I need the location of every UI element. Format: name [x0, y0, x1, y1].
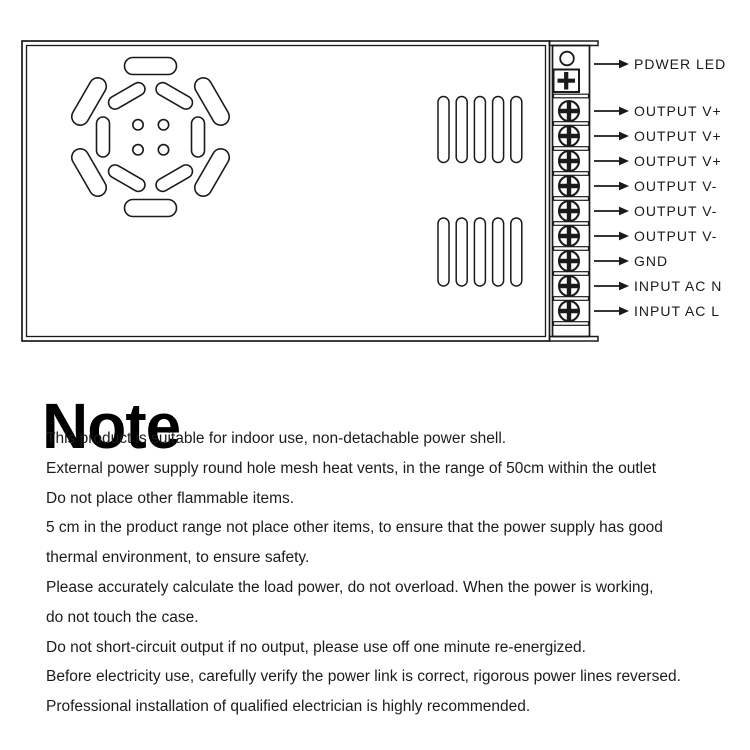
note-line: 5 cm in the product range not place other items, to ensure that the power supply has good [46, 519, 663, 537]
note-text-block [46, 424, 726, 722]
right-arrow-icon [594, 132, 629, 141]
terminal-label-power-led: PDWER LED [634, 56, 727, 72]
screw-terminal-icon [559, 251, 579, 271]
right-arrow-icon [594, 107, 629, 116]
terminal-label-output-vminus-1: OUTPUT V- [634, 178, 718, 194]
right-arrow-icon [594, 232, 629, 241]
note-line: Please accurately calculate the load power, do not overload. When the power is working, [46, 578, 654, 596]
led-indicator-icon [554, 52, 580, 92]
note-line: do not touch the case. [46, 608, 199, 626]
terminal-label-output-vplus-1: OUTPUT V+ [634, 103, 722, 119]
note-line: This product is suitable for indoor use, non-detachable power shell. [46, 430, 507, 447]
terminal-label-input-ac-n: INPUT AC N [634, 278, 723, 294]
screw-terminal-icon [559, 126, 579, 146]
vent-slots-top [438, 97, 522, 163]
note-line: External power supply round hole mesh heat vents, in the range of 50cm within the outlet [46, 459, 657, 477]
terminal-label-input-ac-l: INPUT AC L [634, 303, 720, 319]
note-line: Do not place other flammable items. [46, 489, 295, 507]
screw-terminal-icon [559, 226, 579, 246]
note-line: thermal environment, to ensure safety. [46, 549, 310, 567]
right-arrow-icon [594, 257, 629, 266]
screw-terminal-icon [559, 201, 579, 221]
right-arrow-icon [594, 60, 629, 69]
terminal-label-output-vminus-2: OUTPUT V- [634, 203, 718, 219]
note-line: Professional installation of qualified electrician is highly recommended. [46, 698, 531, 716]
screw-terminal-icon [559, 101, 579, 121]
screw-terminal-icon [559, 301, 579, 321]
right-arrow-icon [594, 307, 629, 316]
screw-terminal-icon [559, 151, 579, 171]
screw-terminal-icons [559, 101, 579, 321]
note-line: Before electricity use, carefully verify the power link is correct, rigorous power lines reversed. [46, 668, 681, 686]
right-arrow-icon [594, 207, 629, 216]
right-arrow-icon [594, 182, 629, 191]
fan-center-holes [133, 120, 169, 155]
right-arrow-icon [594, 282, 629, 291]
note-heading: Note [42, 389, 181, 462]
callout-arrows [594, 60, 629, 316]
note-line: Do not short-circuit output if no output, please use off one minute re-energized. [46, 638, 586, 656]
terminal-label-gnd: GND [634, 253, 669, 269]
fan-outer-ring [69, 58, 233, 217]
case-outline [22, 41, 598, 341]
terminal-label-output-vplus-2: OUTPUT V+ [634, 128, 722, 144]
fan-grille-icon [69, 58, 233, 217]
fan-inner-ring [97, 80, 205, 194]
terminal-label-output-vplus-3: OUTPUT V+ [634, 153, 722, 169]
terminal-label-output-vminus-3: OUTPUT V- [634, 228, 718, 244]
vent-slots-bottom [438, 218, 522, 286]
screw-terminal-icon [559, 176, 579, 196]
right-arrow-icon [594, 157, 629, 166]
terminal-strip [553, 46, 590, 337]
screw-terminal-icon [559, 276, 579, 296]
